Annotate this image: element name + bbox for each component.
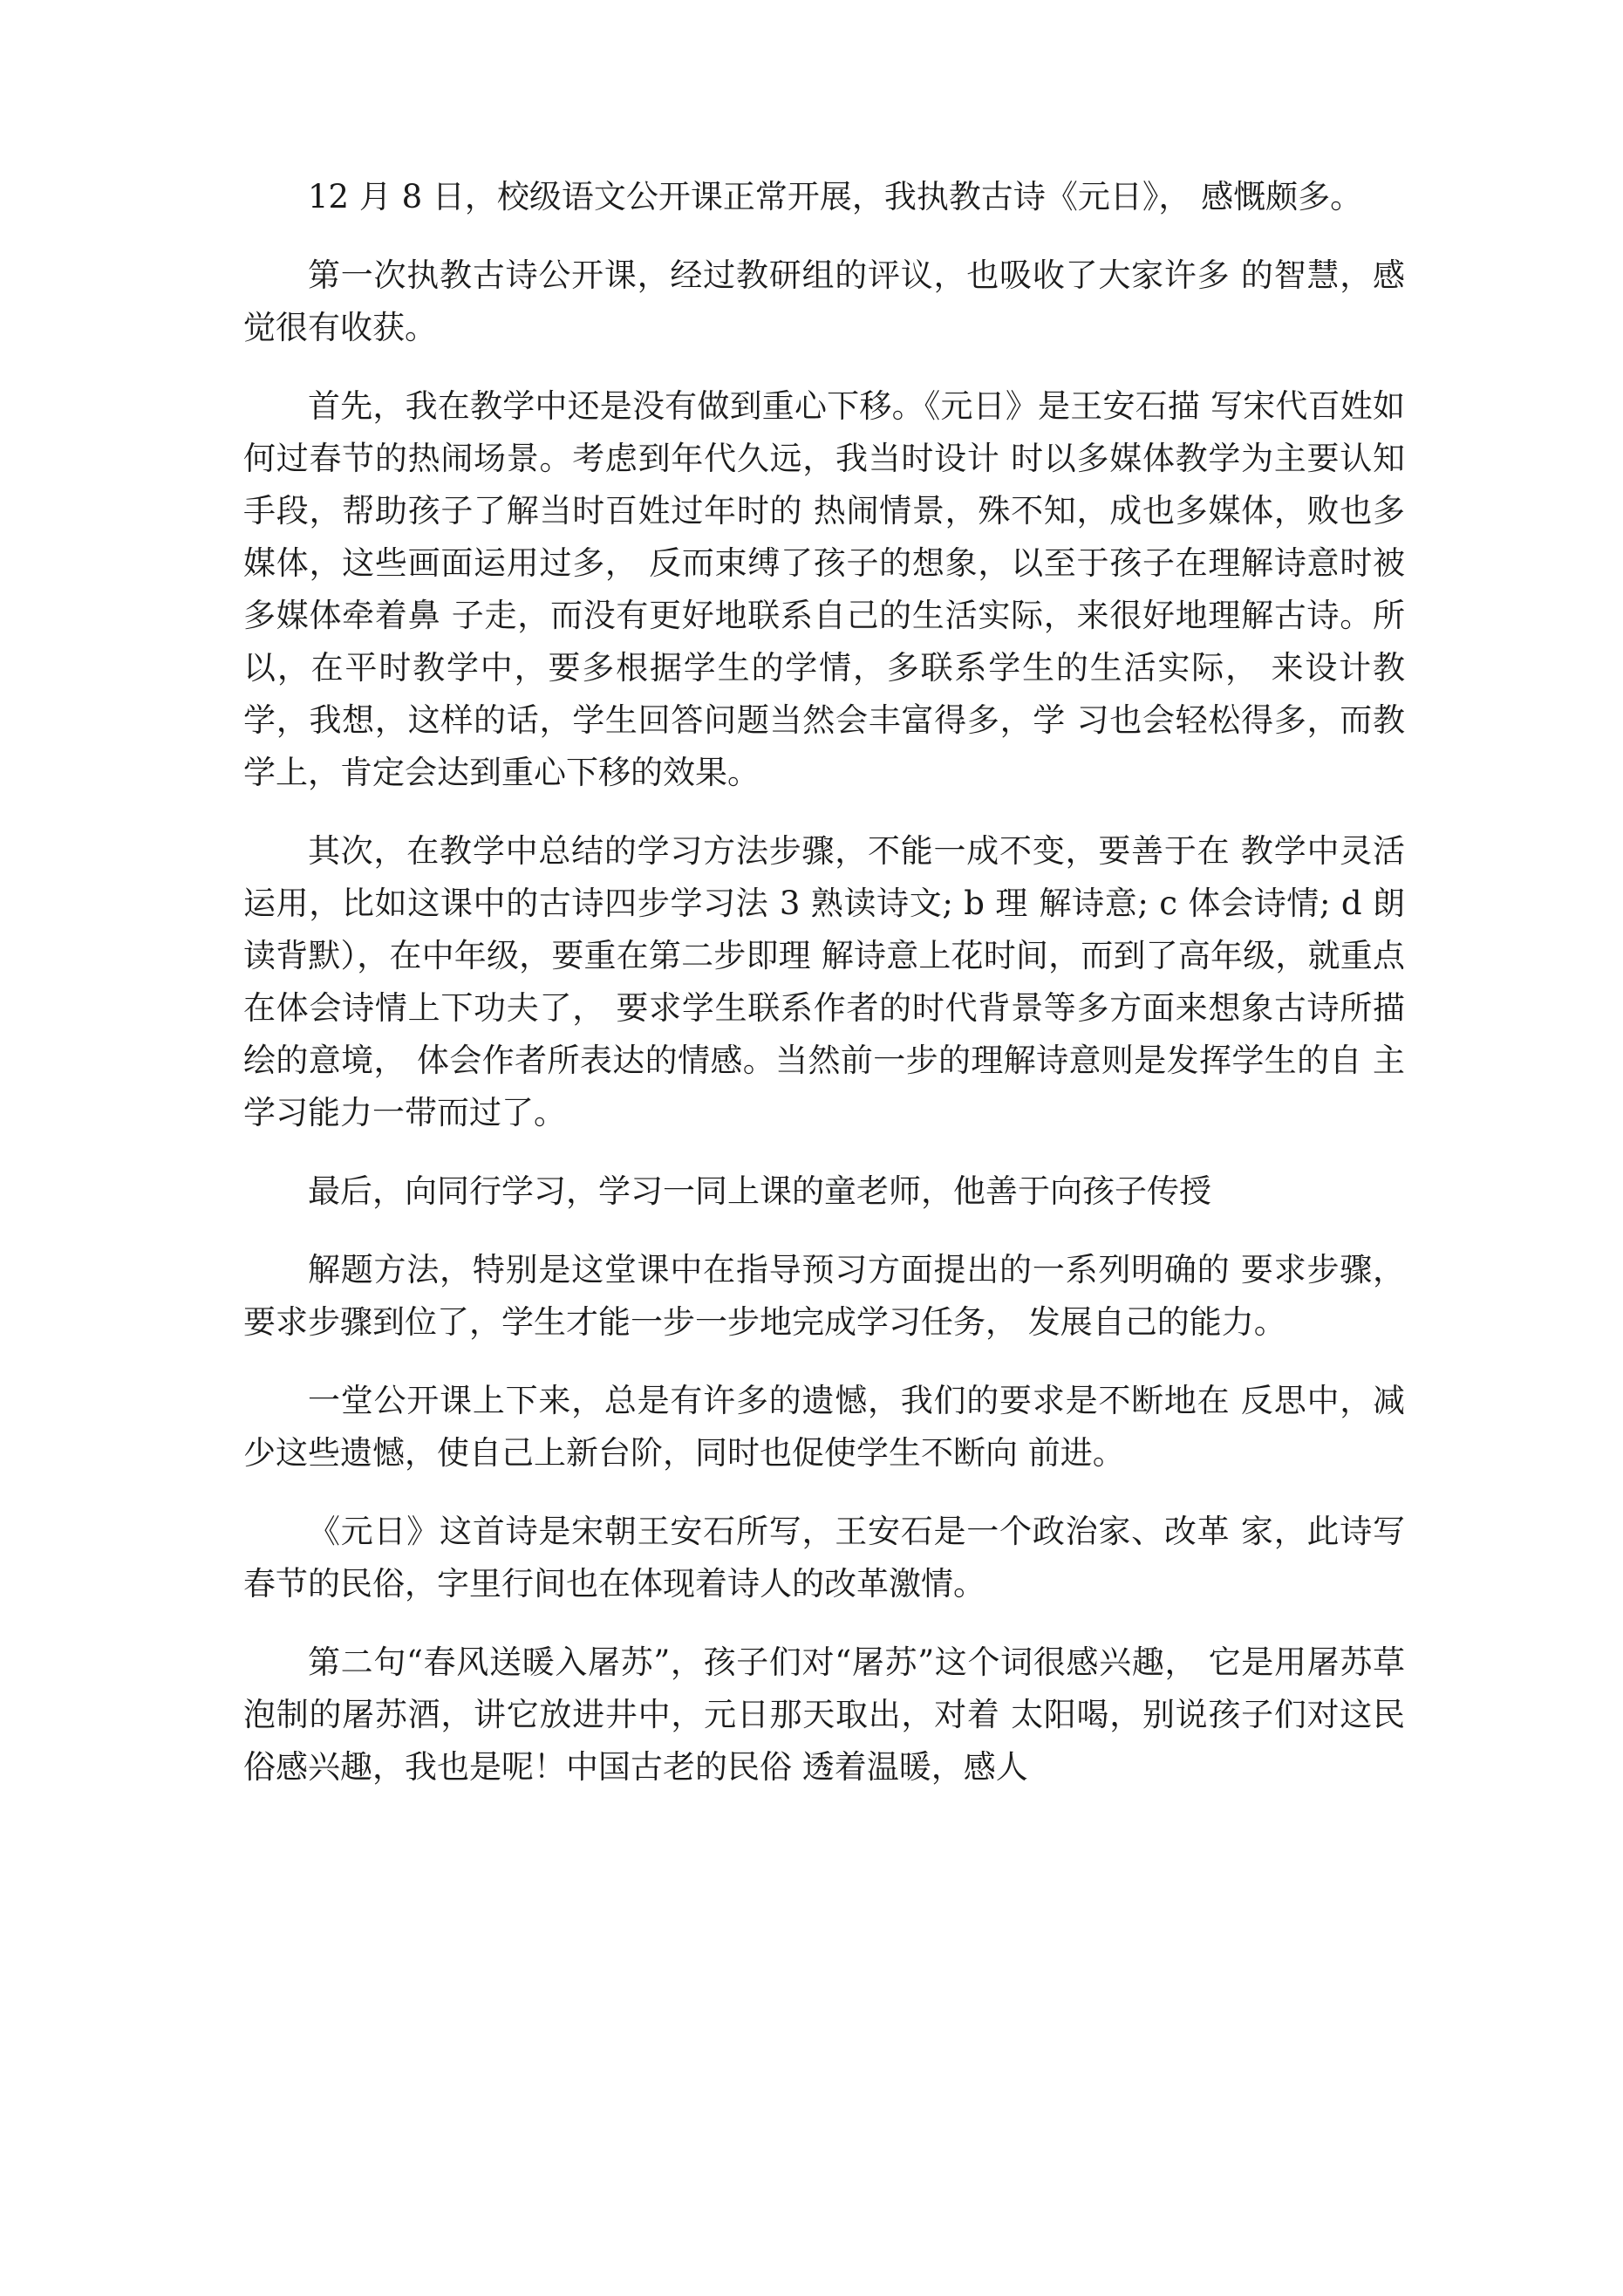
paragraph-poem-intro: 《元日》这首诗是宋朝王安石所写，王安石是一个政治家、改革 家，此诗写春节的民俗，字里行间也在体现着诗人的改革激情。 xyxy=(243,1513,1405,1602)
paragraph-first-time: 第一次执教古诗公开课，经过教研组的评议，也吸收了大家许多 的智慧，感觉很有收获。 xyxy=(243,256,1405,346)
paragraph-secondly: 其次，在教学中总结的学习方法步骤，不能一成不变，要善于在 教学中灵活运用，比如这课中的古诗四步学习法 3 熟读诗文; b 理 解诗意; c 体会诗情; d 朗读背默），在中年级，要重在第二步即理 解诗意上花时间，而到了高年级，就重点在体会诗情上下功夫了， 要求学生联系作者的时代背景等多方面来想象古诗所描绘的意境， 体会作者所表达的情感。当然前一步的理解诗意则是发挥学生的自 主学习能力一带而过了。 xyxy=(243,832,1405,1131)
paragraph-firstly: 首先，我在教学中还是没有做到重心下移。《元日》是王安石描 写宋代百姓如何过春节的热闹场景。考虑到年代久远，我当时设计 时以多媒体教学为主要认知手段，帮助孩子了解当时百姓过年时的 热闹情景，殊不知，成也多媒体，败也多媒体，这些画面运用过多， 反而束缚了孩子的想象，以至于孩子在理解诗意时被多媒体牵着鼻 子走，而没有更好地联系自己的生活实际，来很好地理解古诗。所 以，在平时教学中，要多根据学生的学情，多联系学生的生活实际， 来设计教学，我想，这样的话，学生回答问题当然会丰富得多，学 习也会轻松得多，而教学上，肯定会达到重心下移的效果。 xyxy=(243,387,1405,791)
paragraph-opening: 12 月 8 日，校级语文公开课正常开展，我执教古诗《元日》， 感慨颇多。 xyxy=(308,178,1363,215)
document-body xyxy=(243,171,1405,1820)
paragraph-reflection: 一堂公开课上下来，总是有许多的遗憾，我们的要求是不断地在 反思中，减少这些遗憾，使自己上新台阶，同时也促使学生不断向 前进。 xyxy=(243,1382,1405,1472)
paragraph-second-line: 第二句“春风送暖入屠苏”，孩子们对“屠苏”这个词很感兴趣， 它是用屠苏草泡制的屠苏酒，讲它放进井中，元日那天取出，对着 太阳喝，别说孩子们对这民俗感兴趣，我也是呢！中国古老的民俗 透着温暖，感人 xyxy=(243,1643,1405,1786)
paragraph-lastly: 最后，向同行学习，学习一同上课的童老师，他善于向孩子传授 xyxy=(308,1172,1211,1210)
paragraph-methods: 解题方法，特别是这堂课中在指导预习方面提出的一系列明确的 要求步骤，要求步骤到位了，学生才能一步一步地完成学习任务， 发展自己的能力。 xyxy=(243,1251,1405,1341)
